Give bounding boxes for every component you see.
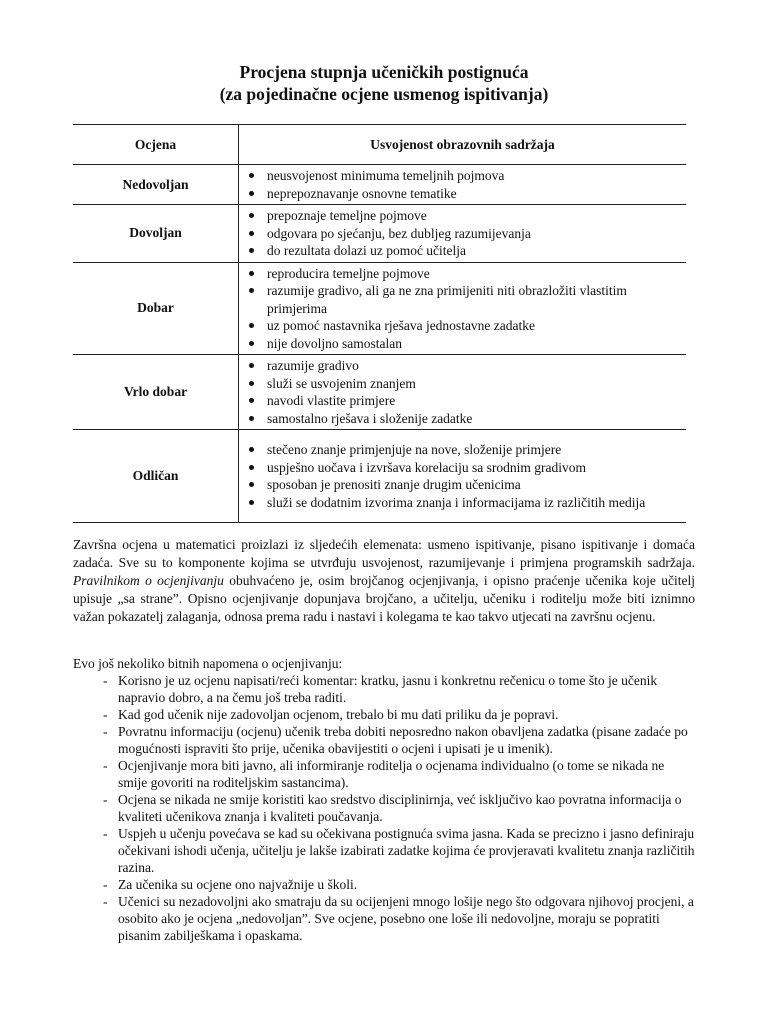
title-line-2: (za pojedinačne ocjene usmenog ispitivanja) — [219, 84, 549, 104]
criteria-cell — [239, 165, 687, 205]
list-item: - Korisno je uz ocjenu napisati/reći komentar: kratku, jasnu i konkretnu rečenicu o tome što je učenik napravio dobro, a na čemu još treba raditi. — [73, 672, 695, 706]
paragraph-text: Završna ocjena u matematici proizlazi iz sljedećih elemenata: usmeno ispitivanje, pisano ispitivanje i domaća zadaća. Sve su to komponente kojima se utvrđuju usvojenost, razumijevanje i primjena programskih sadržaja. — [73, 537, 695, 570]
list-item: stečeno znanje primjenjuje na nove, složenije primjere — [239, 441, 682, 459]
grade-cell: Dovoljan — [73, 205, 239, 263]
header-grade: Ocjena — [73, 125, 239, 165]
paragraph-text: obuhvaćeno je, osim brojčanog ocjenjivanja, i opisno praćenje učenika koje učitelj upisuje „sa strane”. Opisno ocjenjivanje dopunjava brojčano, a učitelju, učeniku i roditelju može biti iznimno važan pokazatelj zalaganja, odnosa prema radu i nastavi i kolegama te kao takvo utjecati na završnu ocjenu. — [73, 573, 695, 624]
list-item: - Ocjenjivanje mora biti javno, ali informiranje roditelja o ocjenama individualno (o tome se nikada ne smije govoriti na roditeljskim sastancima). — [73, 757, 695, 791]
list-item: odgovara po sjećanju, bez dubljeg razumijevanja — [239, 225, 682, 243]
list-item: - Ocjena se nikada ne smije koristiti kao sredstvo disciplinirnja, već isključivo kao povratna informacija o kvaliteti učenikova znanja i kvaliteti poučavanja. — [73, 791, 695, 825]
list-item: uspješno uočava i izvršava korelaciju sa srodnim gradivom — [239, 459, 682, 477]
criteria-cell — [239, 205, 687, 263]
table-row — [73, 430, 686, 523]
criteria-list — [239, 207, 682, 260]
list-item: - Za učenika su ocjene ono najvažnije u školi. — [73, 876, 695, 893]
grade-cell: Dobar — [73, 262, 239, 355]
grade-cell: Nedovoljan — [73, 165, 239, 205]
criteria-cell — [239, 430, 687, 523]
list-item: neprepoznavanje osnovne tematike — [239, 185, 682, 203]
list-item: - Povratnu informaciju (ocjenu) učenik treba dobiti neposredno nakon obavljena zadatka (pisane zadaće po mogućnosti ispraviti što prije, učenika obavijestiti o ocjeni i upisati je u imenik). — [73, 723, 695, 757]
list-item: - Učenici su nezadovoljni ako smatraju da su ocijenjeni mnogo lošije nego što odgovara njihovoj procjeni, a osobito ako je ocjena „nedovoljan”. Sve ocjene, posebno one loše ili nedovoljne, moraju se popratiti pisanim zabilješkama i opaskama. — [73, 893, 695, 944]
grade-cell: Vrlo dobar — [73, 355, 239, 430]
grades-table-wrapper — [73, 124, 686, 523]
list-item: - Uspjeh u učenju povećava se kad su očekivana postignuća svima jasna. Kada se precizno i jasno definiraju očekivani ishodi učenja, učitelju je lakše izabirati zadatke kojima će provjeravati kvalitetu znanja različitih razina. — [73, 825, 695, 876]
list-item: razumije gradivo, ali ga ne zna primijeniti niti obrazložiti vlastitim primjerima — [239, 282, 682, 317]
table-row — [73, 205, 686, 263]
list-item: služi se usvojenim znanjem — [239, 375, 682, 393]
table-row — [73, 165, 686, 205]
list-item: samostalno rješava i složenije zadatke — [239, 410, 682, 428]
title-line-1: Procjena stupnja učeničkih postignuća — [239, 62, 529, 82]
paragraph-italic-text: Pravilnikom o ocjenjivanju — [73, 573, 224, 588]
list-item: navodi vlastite primjere — [239, 392, 682, 410]
notes-list — [73, 672, 695, 944]
document-title — [0, 61, 768, 105]
grade-cell: Odličan — [73, 430, 239, 523]
final-grade-paragraph — [73, 536, 695, 626]
list-item: neusvojenost minimuma temeljnih pojmova — [239, 167, 682, 185]
criteria-list — [239, 357, 682, 427]
list-item: - Kad god učenik nije zadovoljan ocjenom, trebalo bi mu dati priliku da je popravi. — [73, 706, 695, 723]
list-item: služi se dodatnim izvorima znanja i informacijama iz različitih medija — [239, 494, 682, 512]
list-item: nije dovoljno samostalan — [239, 335, 682, 353]
list-item: do rezultata dolazi uz pomoć učitelja — [239, 242, 682, 260]
criteria-list — [239, 265, 682, 353]
criteria-list — [239, 441, 682, 511]
list-item: prepoznaje temeljne pojmove — [239, 207, 682, 225]
table-row — [73, 355, 686, 430]
criteria-list — [239, 167, 682, 202]
table-header-row — [73, 125, 686, 165]
list-item: reproducira temeljne pojmove — [239, 265, 682, 283]
criteria-cell — [239, 355, 687, 430]
table-row — [73, 262, 686, 355]
grades-table — [73, 124, 686, 523]
notes-intro: Evo još nekoliko bitnih napomena o ocjenjivanju: — [73, 656, 343, 671]
criteria-cell — [239, 262, 687, 355]
list-item: sposoban je prenositi znanje drugim učenicima — [239, 476, 682, 494]
header-content: Usvojenost obrazovnih sadržaja — [370, 136, 555, 152]
list-item: razumije gradivo — [239, 357, 682, 375]
list-item: uz pomoć nastavnika rješava jednostavne zadatke — [239, 317, 682, 335]
